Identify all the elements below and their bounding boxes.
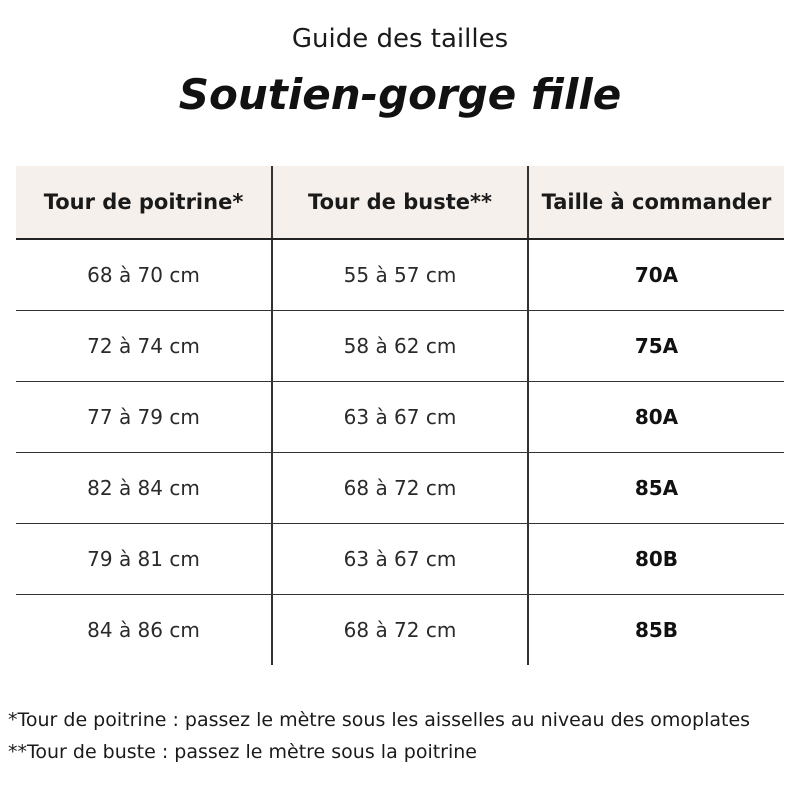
footnote-tour-de-buste: **Tour de buste : passez le mètre sous la poitrine bbox=[8, 741, 477, 763]
table-header bbox=[16, 166, 784, 239]
header-tour-de-buste: Tour de buste** bbox=[272, 166, 528, 239]
cell-tour-de-buste: 58 à 62 cm bbox=[272, 311, 528, 382]
cell-tour-de-poitrine: 72 à 74 cm bbox=[16, 311, 272, 382]
table-row bbox=[16, 453, 784, 524]
cell-taille: 75A bbox=[528, 311, 784, 382]
cell-tour-de-poitrine: 77 à 79 cm bbox=[16, 382, 272, 453]
footnote-tour-de-poitrine: *Tour de poitrine : passez le mètre sous les aisselles au niveau des omoplates bbox=[8, 709, 751, 731]
cell-taille: 80B bbox=[528, 524, 784, 595]
cell-tour-de-poitrine: 82 à 84 cm bbox=[16, 453, 272, 524]
cell-tour-de-poitrine: 84 à 86 cm bbox=[87, 618, 200, 642]
cell-tour-de-poitrine: 68 à 70 cm bbox=[16, 239, 272, 311]
cell-tour-de-buste: 55 à 57 cm bbox=[272, 239, 528, 311]
size-table bbox=[16, 166, 784, 665]
cell-taille: 85A bbox=[528, 453, 784, 524]
header-tour-de-poitrine: Tour de poitrine* bbox=[16, 166, 272, 239]
guide-subtitle: Guide des tailles bbox=[291, 24, 509, 54]
table-row bbox=[16, 595, 784, 666]
table-body bbox=[16, 239, 784, 665]
page-title: Soutien-gorge fille bbox=[178, 70, 622, 119]
footnotes bbox=[8, 704, 798, 768]
cell-tour-de-buste: 63 à 67 cm bbox=[272, 382, 528, 453]
cell-tour-de-buste: 68 à 72 cm bbox=[272, 453, 528, 524]
header-row bbox=[16, 166, 784, 239]
cell-taille: 85B bbox=[528, 595, 784, 666]
cell-tour-de-buste: 68 à 72 cm bbox=[272, 595, 528, 666]
cell-taille: 80A bbox=[528, 382, 784, 453]
cell-tour-de-poitrine: 79 à 81 cm bbox=[16, 524, 272, 595]
table-row bbox=[16, 524, 784, 595]
table-row bbox=[16, 311, 784, 382]
header-taille-a-commander: Taille à commander bbox=[528, 166, 784, 239]
table-row bbox=[16, 382, 784, 453]
table-row bbox=[16, 239, 784, 311]
cell-taille: 70A bbox=[528, 239, 784, 311]
cell-tour-de-buste: 63 à 67 cm bbox=[272, 524, 528, 595]
